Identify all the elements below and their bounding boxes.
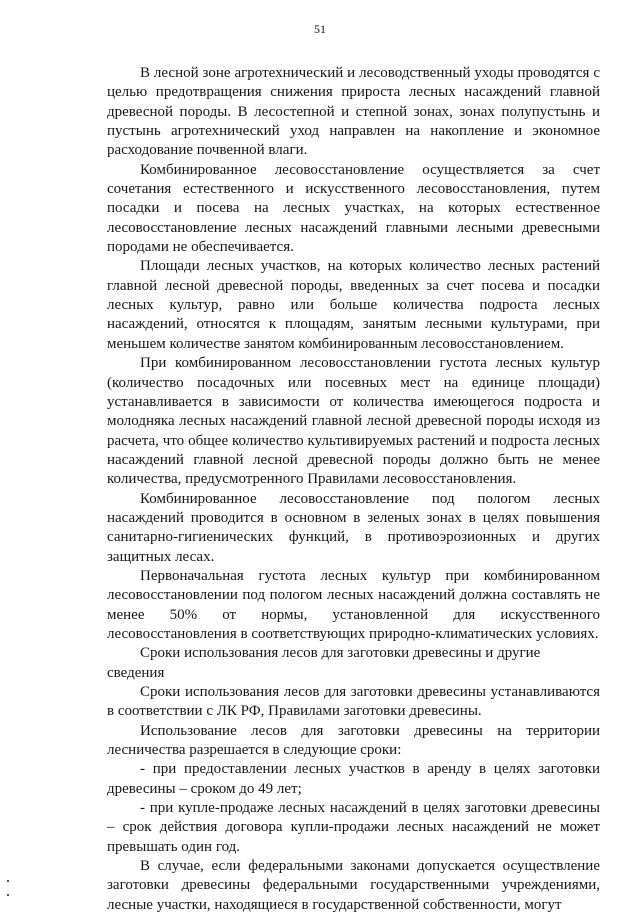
paragraph-under-canopy: Комбинированное лесовосстановление под пологом лесных насаждений проводится в основном в зеленых зонах в целях повышения санитарно-гигиенических функций, в противоэрозионных и других защитных лесах. xyxy=(107,490,600,565)
paragraph-forest-culture-density: При комбинированном лесовосстановлении густота лесных культур (количество посадочных или посевных мест на единице площади) устанавливается в зависимости от количества имеющегося подроста и молодняка лесных насаждений главной лесной древесной породы исходя из расчета, что общее количество культивируемых растений и подроста лесных насаждений главной лесной древесной породы должно быть не менее количества, предусмотренного Правилами лесовосстановления. xyxy=(107,355,600,488)
document-body xyxy=(107,64,600,915)
scan-margin-mark xyxy=(7,880,9,882)
paragraph-federal-institutions: В случае, если федеральными законами допускается осуществление заготовки древесины федеральными государственными учреждениями, лесные участки, находящиеся в государственной собственности, могут xyxy=(107,858,600,913)
page-number: 51 xyxy=(314,22,326,36)
paragraph-combined-reforestation: Комбинированное лесовосстановление осуществляется за счет сочетания естественного и искусственного лесовосстановления, путем посадки и посева на лесных участках, на которых естественное лесовосстановление лесных насаждений главными лесными древесными породами не обеспечивается. xyxy=(107,161,600,256)
paragraph-initial-density: Первоначальная густота лесных культур при комбинированном лесовосстановлении под пологом лесных насаждений должна составлять не менее 50% от нормы, установленной для искусственного лесовосстановления в соответствующих природно-климатических условиях. xyxy=(107,567,600,642)
paragraph-usage-terms: Сроки использования лесов для заготовки древесины устанавливаются в соответствии с ЛК РФ, Правилами заготовки древесины. xyxy=(107,684,600,720)
paragraph-agrotechnical-care: В лесной зоне агротехнический и лесоводственный уходы проводятся с целью предотвращения снижения прироста лесных насаждений главной древесной породы. В лесостепной и степной зонах, зонах полупустынь и пустынь агротехнический уход направлен на накопление и экономное расходование почвенной влаги. xyxy=(107,65,600,159)
list-item-lease: - при предоставлении лесных участков в аренду в целях заготовки древесины – сроком до 49 лет; xyxy=(107,761,600,797)
paragraph-forest-plot-areas: Площади лесных участков, на которых количество лесных растений главной лесной древесной породы, введенных за счет посева и посадки лесных культур, равно или больше количества подроста лесных насаждений, относятся к площадям, занятым лесными культурами, при меньшем количестве занятом комбинированным лесовосстановлением. xyxy=(107,258,600,352)
paragraph-usage-permitted: Использование лесов для заготовки древесины на территории лесничества разрешается в следующие сроки: xyxy=(107,722,600,759)
section-heading: Сроки использования лесов для заготовки древесины и другие сведения xyxy=(107,645,541,681)
scan-margin-mark xyxy=(7,894,9,896)
list-item-purchase: - при купле-продаже лесных насаждений в целях заготовки древесины – срок действия договора купли-продажи лесных насаждений не может превышать один год. xyxy=(107,800,600,855)
